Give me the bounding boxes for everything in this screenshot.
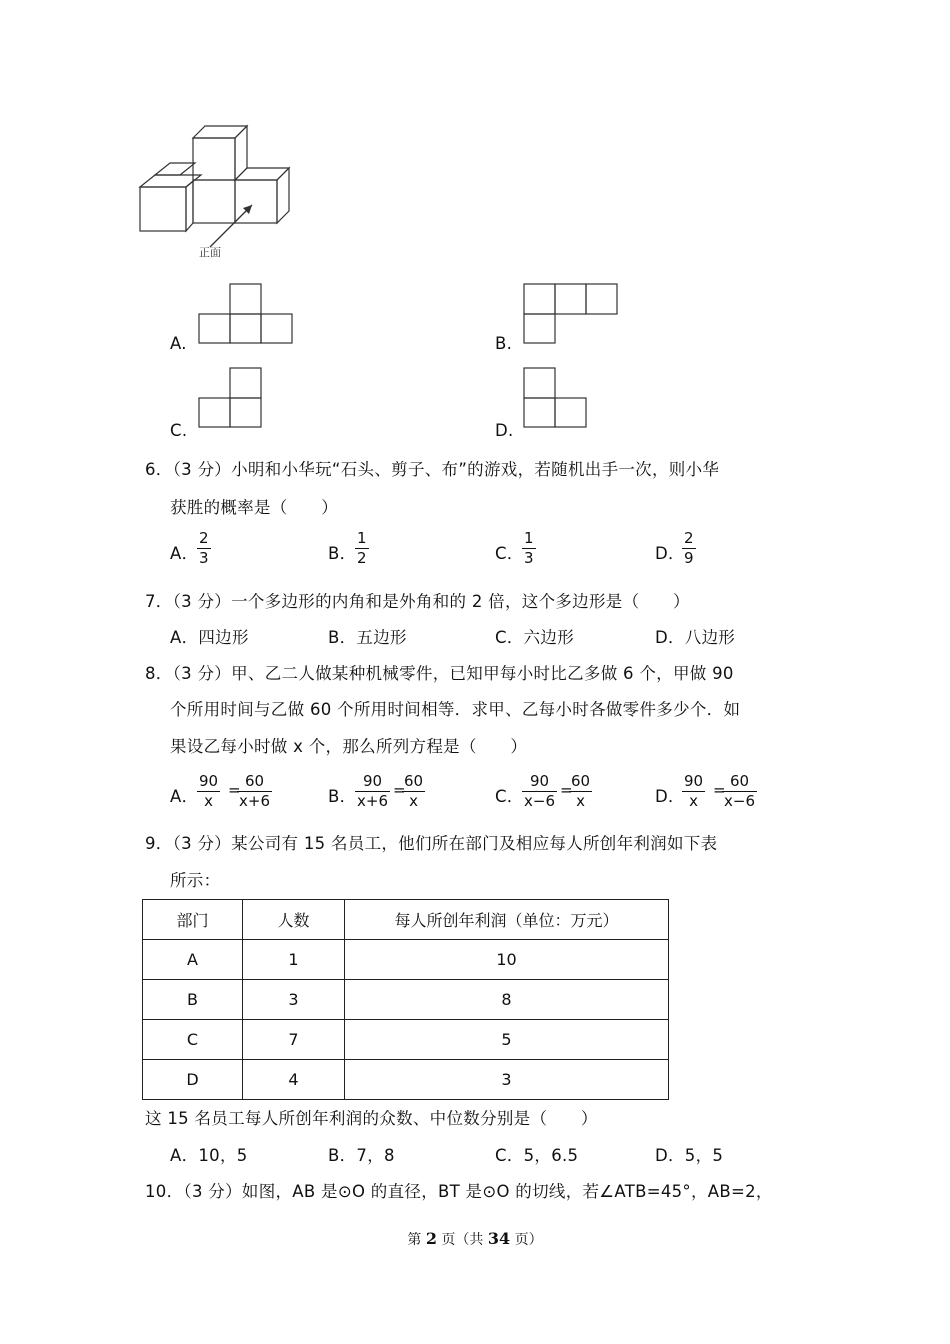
q8-option-b-fraction-right: $\frac{60}{x}$ (404, 772, 424, 810)
q5-option-a-figure (197, 283, 295, 345)
q6-line-2: 获胜的概率是（ ） (170, 498, 338, 517)
table-row (143, 1060, 669, 1100)
q6-option-a-fraction: $\frac{2}{3}$ (199, 529, 209, 567)
q8-option-d-label[interactable]: D． (655, 787, 685, 806)
q9-option-d[interactable]: D．5，5 (655, 1146, 724, 1165)
q7-option-a[interactable]: A．四边形 (170, 628, 249, 647)
profit-table (142, 899, 669, 1100)
q6-option-d-fraction: $\frac{2}{9}$ (684, 529, 694, 567)
q7-option-b[interactable]: B．五边形 (328, 628, 407, 647)
table-cell: 5 (345, 1020, 669, 1060)
table-row (143, 980, 669, 1020)
table-cell: C (143, 1020, 243, 1060)
table-cell: D (143, 1060, 243, 1100)
q9-line-2: 所示： (170, 871, 221, 890)
q6-option-c-label[interactable]: C． (495, 544, 524, 563)
cube-stack-figure (135, 120, 295, 260)
q5-option-d-label[interactable]: D. (495, 421, 514, 440)
q9-line-1: 9．（3 分）某公司有 15 名员工，他们所在部门及相应每人所创年利润如下表 (145, 834, 718, 853)
q8-option-d-fraction-left: $\frac{90}{x}$ (684, 772, 704, 810)
q6-option-b-fraction: $\frac{1}{2}$ (357, 529, 367, 567)
footer-middle: 页（共 (436, 1232, 488, 1248)
q8-line-3: 果设乙每小时做 x 个，那么所列方程是（ ） (170, 737, 528, 756)
q8-option-c-fraction-right: $\frac{60}{x}$ (571, 772, 591, 810)
q7-option-c[interactable]: C．六边形 (495, 628, 575, 647)
q9-after-table: 这 15 名员工每人所创年利润的众数、中位数分别是（ ） (145, 1109, 598, 1128)
q9-option-b[interactable]: B．7，8 (328, 1146, 395, 1165)
q6-option-d-label[interactable]: D． (655, 544, 685, 563)
q8-option-a-fraction-right: $\frac{60}{x+6}$ (239, 772, 270, 810)
table-cell: B (143, 980, 243, 1020)
table-cell: 7 (243, 1020, 345, 1060)
q8-option-c-label[interactable]: C． (495, 787, 524, 806)
q6-option-b-label[interactable]: B． (328, 544, 357, 563)
table-cell: 4 (243, 1060, 345, 1100)
q8-option-c-equals: = (560, 781, 573, 799)
q8-option-d-equals: = (713, 781, 726, 799)
q8-option-a-fraction-left: $\frac{90}{x}$ (199, 772, 219, 810)
q5-option-b-figure (522, 283, 620, 345)
q9-option-c[interactable]: C．5，6.5 (495, 1146, 579, 1165)
q6-line-1: 6．（3 分）小明和小华玩“石头、剪子、布”的游戏，若随机出手一次，则小华 (145, 460, 720, 479)
q7-option-d[interactable]: D．八边形 (655, 628, 736, 647)
table-header-cell: 人数 (243, 900, 345, 940)
table-cell: 10 (345, 940, 669, 980)
table-header-cell: 部门 (143, 900, 243, 940)
q5-option-b-label[interactable]: B. (495, 334, 513, 353)
table-row (143, 940, 669, 980)
q5-option-c-label[interactable]: C. (170, 421, 188, 440)
q9-option-a[interactable]: A．10，5 (170, 1146, 248, 1165)
q8-option-b-equals: = (393, 781, 406, 799)
table-header-row (143, 900, 669, 940)
page-footer (0, 1229, 950, 1249)
q5-option-c-figure (197, 367, 265, 429)
q6-option-a-label[interactable]: A． (170, 544, 199, 563)
table-cell: 1 (243, 940, 345, 980)
q8-option-b-label[interactable]: B． (328, 787, 357, 806)
q8-option-b-fraction-left: $\frac{90}{x+6}$ (357, 772, 388, 810)
q8-option-a-equals: = (228, 781, 241, 799)
q8-line-2: 个所用时间与乙做 60 个所用时间相等．求甲、乙每小时各做零件多少个．如 (170, 700, 741, 719)
footer-total-pages: 34 (487, 1229, 511, 1248)
table-cell: 8 (345, 980, 669, 1020)
table-header-cell: 每人所创年利润（单位：万元） (345, 900, 669, 940)
q10-line-1: 10．（3 分）如图，AB 是⊙O 的直径，BT 是⊙O 的切线，若∠ATB=45°，AB=2， (145, 1182, 773, 1201)
q8-option-d-fraction-right: $\frac{60}{x-6}$ (724, 772, 755, 810)
table-row (143, 1020, 669, 1060)
q7-line-1: 7．（3 分）一个多边形的内角和是外角和的 2 倍，这个多边形是（ ） (145, 592, 690, 611)
front-label: 正面 (199, 246, 221, 259)
footer-page-number: 2 (425, 1229, 437, 1248)
table-cell: 3 (345, 1060, 669, 1100)
q6-option-c-fraction: $\frac{1}{3}$ (524, 529, 534, 567)
q8-line-1: 8．（3 分）甲、乙二人做某种机械零件，已知甲每小时比乙多做 6 个，甲做 90 (145, 664, 734, 683)
table-cell: A (143, 940, 243, 980)
q8-option-a-label[interactable]: A． (170, 787, 199, 806)
q5-option-a-label[interactable]: A. (170, 334, 187, 353)
q5-option-d-figure (522, 367, 590, 429)
table-cell: 3 (243, 980, 345, 1020)
footer-suffix: 页） (510, 1232, 543, 1248)
footer-prefix: 第 (407, 1232, 426, 1248)
q8-option-c-fraction-left: $\frac{90}{x-6}$ (524, 772, 555, 810)
